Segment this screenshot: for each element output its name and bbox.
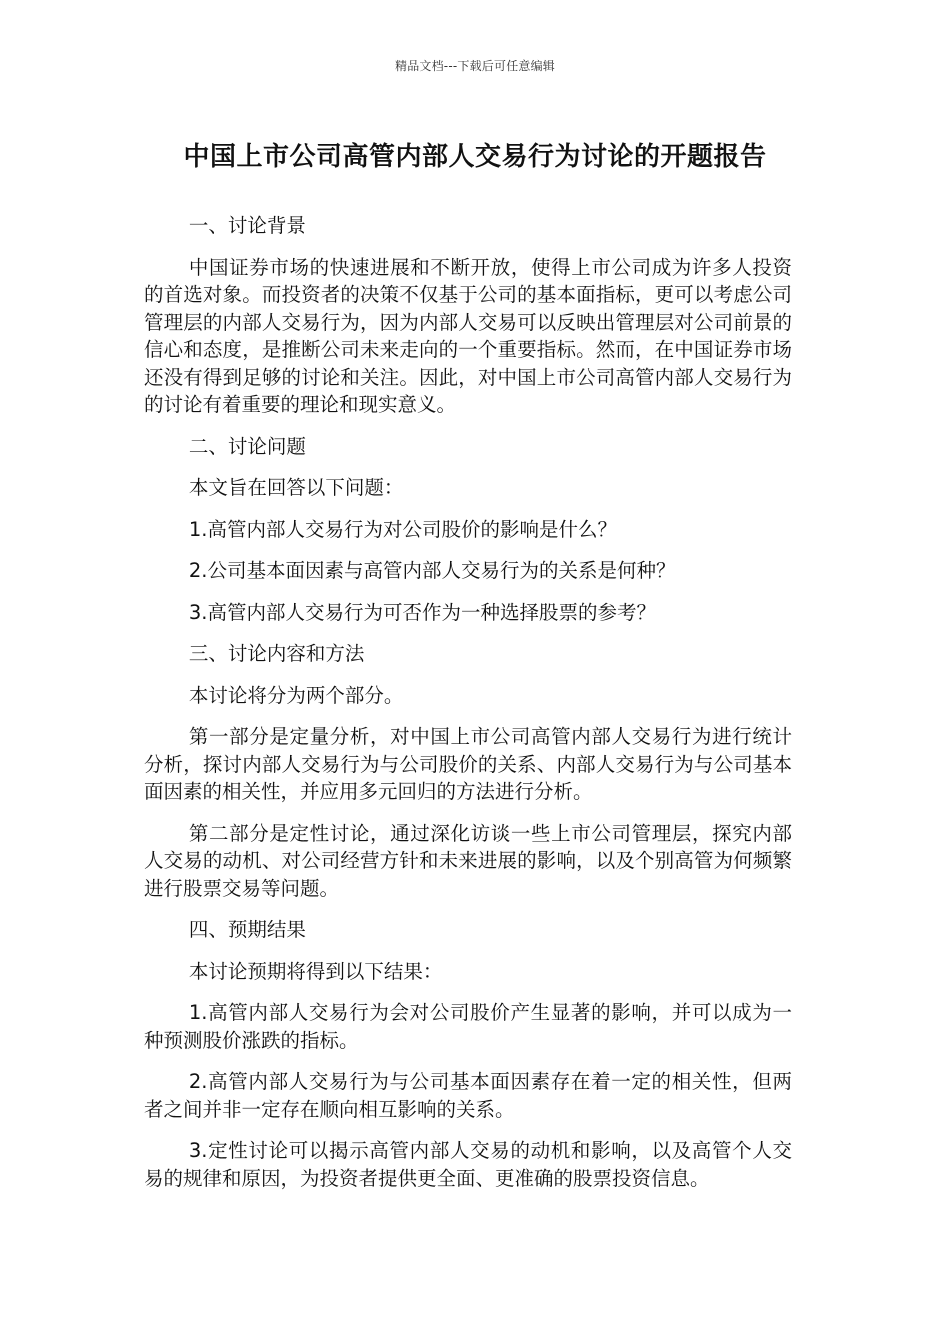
- section-heading-questions: 二、讨论问题: [188, 434, 306, 458]
- result-item-1: 1.高管内部人交易行为会对公司股价产生显著的影响，并可以成为一种预测股价涨跌的指标。: [144, 1001, 792, 1052]
- paragraph-background: 中国证券市场的快速进展和不断开放，使得上市公司成为许多人投资的首选对象。而投资者的决策不仅基于公司的基本面指标，更可以考虑公司管理层的内部人交易行为，因为内部人交易可以反映出管理层对公司前景的信心和态度，是推断公司未来走向的一个重要指标。然而，在中国证券市场还没有得到足够的讨论和关注。因此，对中国上市公司高管内部人交易行为的讨论有着重要的理论和现实意义。: [144, 255, 792, 416]
- paragraph-methods-intro: 本讨论将分为两个部分。: [188, 683, 404, 707]
- header-note: 精品文档---下载后可任意编辑: [395, 59, 555, 73]
- paragraph-methods-part1: 第一部分是定量分析，对中国上市公司高管内部人交易行为进行统计分析，探讨内部人交易行为与公司股价的关系、内部人交易行为与公司基本面因素的相关性，并应用多元回归的方法进行分析。: [144, 725, 792, 803]
- paragraph-results-intro: 本讨论预期将得到以下结果：: [188, 959, 443, 983]
- document-title: 中国上市公司高管内部人交易行为讨论的开题报告: [183, 142, 767, 172]
- question-item-2: 2.公司基本面因素与高管内部人交易行为的关系是何种？: [188, 559, 676, 582]
- document-body: [144, 212, 792, 1206]
- paragraph-methods-part2: 第二部分是定性讨论，通过深化访谈一些上市公司管理层，探究内部人交易的动机、对公司经营方针和未来进展的影响，以及个别高管为何频繁进行股票交易等问题。: [144, 821, 792, 900]
- question-item-1: 1.高管内部人交易行为对公司股价的影响是什么？: [188, 517, 617, 541]
- paragraph-questions-intro: 本文旨在回答以下问题：: [188, 476, 404, 499]
- section-heading-results: 四、预期结果: [188, 918, 306, 941]
- section-heading-background: 一、讨论背景: [188, 214, 306, 237]
- question-item-3: 3.高管内部人交易行为可否作为一种选择股票的参考？: [188, 600, 656, 624]
- result-item-3: 3.定性讨论可以揭示高管内部人交易的动机和影响，以及高管个人交易的规律和原因，为投资者提供更全面、更准确的股票投资信息。: [144, 1139, 792, 1190]
- section-heading-methods: 三、讨论内容和方法: [188, 642, 365, 665]
- result-item-2: 2.高管内部人交易行为与公司基本面因素存在着一定的相关性，但两者之间并非一定存在顺向相互影响的关系。: [144, 1070, 792, 1121]
